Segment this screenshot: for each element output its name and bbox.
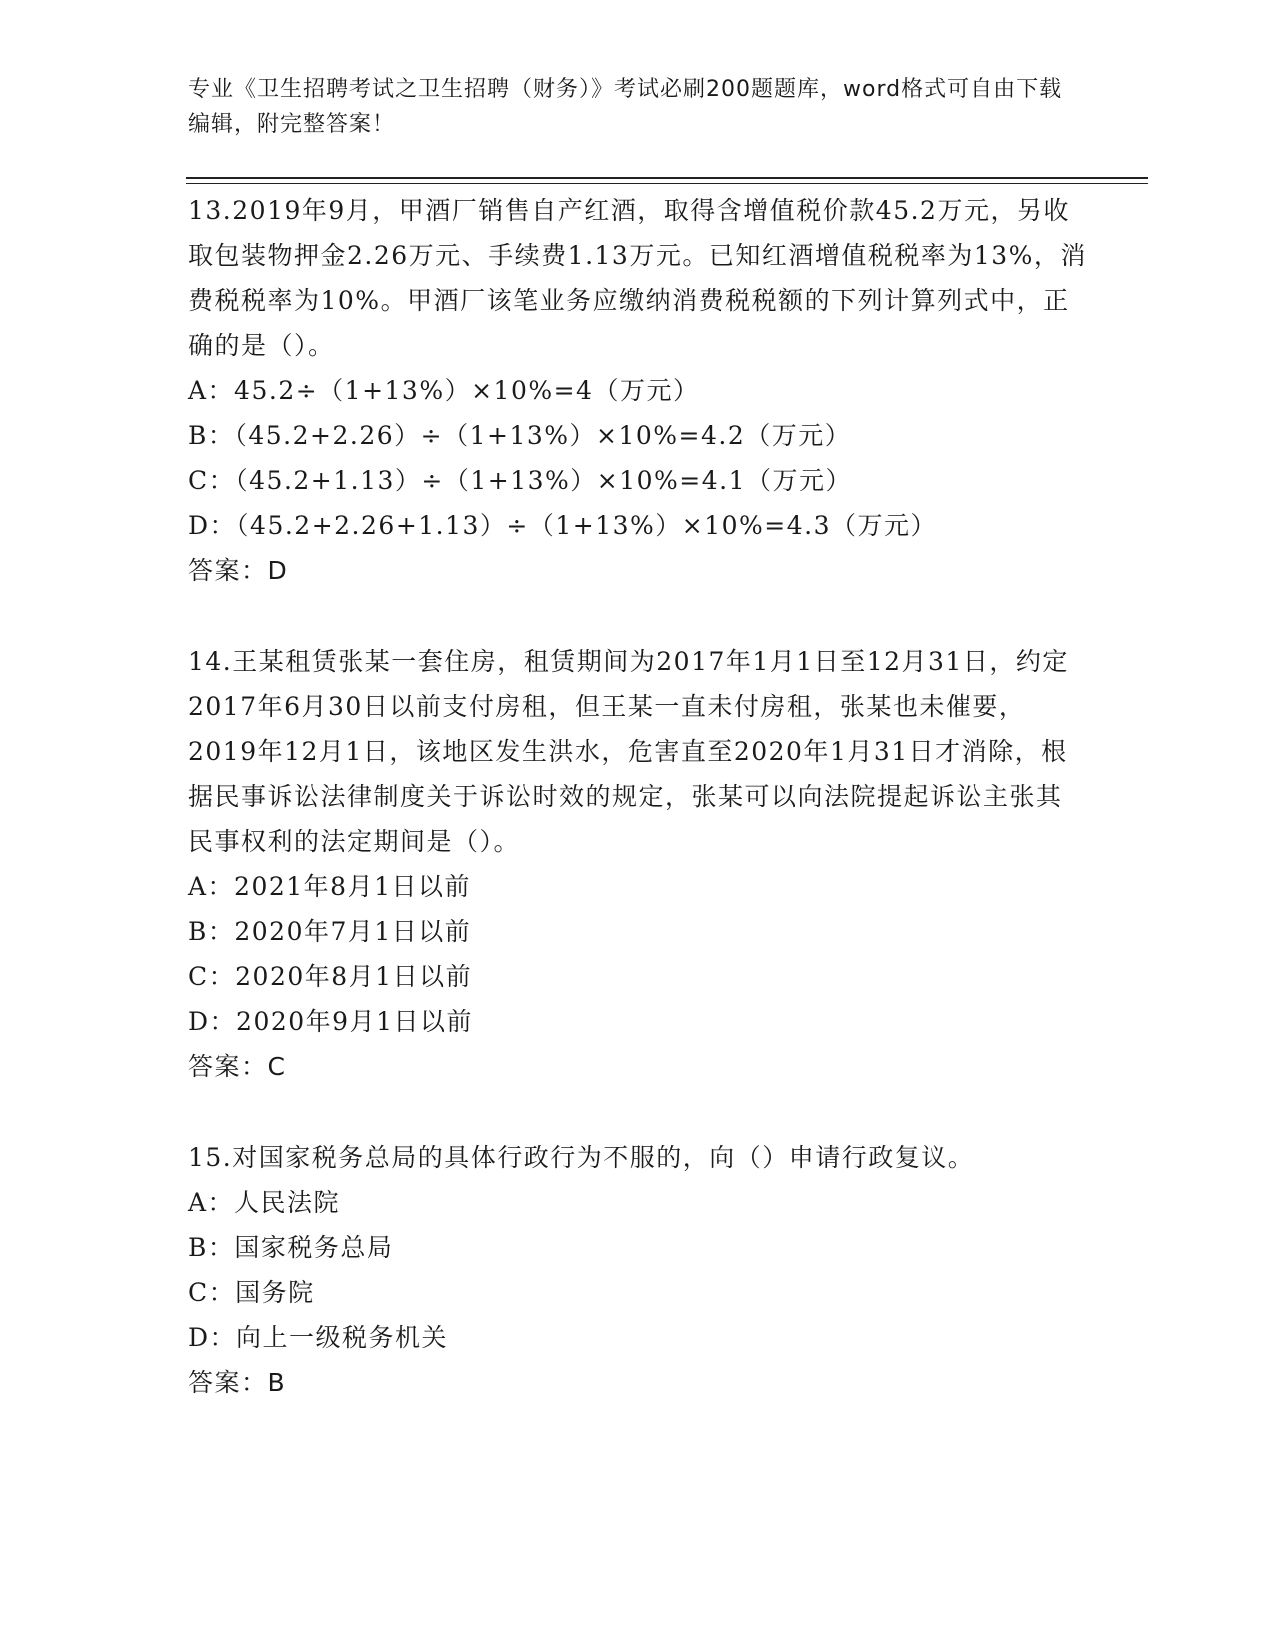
option-c: C：（45.2+1.13）÷（1+13%）×10%=4.1（万元） <box>188 466 852 495</box>
header-divider-thick <box>186 177 1148 179</box>
question-list <box>188 188 1088 1405</box>
option-a: A：45.2÷（1+13%）×10%=4（万元） <box>188 376 700 405</box>
question-stem: 14.王某租赁张某一套住房，租赁期间为2017年1月1日至12月31日，约定2017年6月30日以前支付房租，但王某一直未付房租，张某也未催要，2019年12月1日，该地区发生洪水，危害直至2020年1月31日才消除，根据民事诉讼法律制度关于诉讼时效的规定，张某可以向法院提起诉讼主张其民事权利的法定期间是（）。 <box>188 647 1069 856</box>
option-d: D：2020年9月1日以前 <box>188 1007 473 1036</box>
option-d: D：（45.2+2.26+1.13）÷（1+13%）×10%=4.3（万元） <box>188 511 938 540</box>
document-header: 专业《卫生招聘考试之卫生招聘（财务）》考试必刷200题题库，word格式可自由下载编辑，附完整答案！ <box>188 77 1063 137</box>
option-a: A：2021年8月1日以前 <box>188 872 471 901</box>
option-b: B：国家税务总局 <box>188 1233 394 1262</box>
answer-line: 答案：D <box>188 556 289 585</box>
option-b: B：（45.2+2.26）÷（1+13%）×10%=4.2（万元） <box>188 421 852 450</box>
question-13 <box>188 188 1088 593</box>
question-spacer <box>188 1089 1088 1135</box>
question-14 <box>188 639 1088 1089</box>
option-a: A：人民法院 <box>188 1188 341 1217</box>
question-spacer <box>188 593 1088 639</box>
answer-line: 答案：B <box>188 1368 287 1397</box>
option-b: B：2020年7月1日以前 <box>188 917 472 946</box>
question-stem: 13.2019年9月，甲酒厂销售自产红酒，取得含增值税价款45.2万元，另收取包装物押金2.26万元、手续费1.13万元。已知红酒增值税税率为13%，消费税税率为10%。甲酒厂该笔业务应缴纳消费税税额的下列计算列式中，正确的是（）。 <box>188 196 1087 360</box>
answer-line: 答案：C <box>188 1052 287 1081</box>
question-15 <box>188 1135 1088 1405</box>
option-c: C：2020年8月1日以前 <box>188 962 473 991</box>
option-d: D：向上一级税务机关 <box>188 1323 449 1352</box>
question-stem: 15.对国家税务总局的具体行政行为不服的，向（）申请行政复议。 <box>188 1143 975 1172</box>
header-divider-thin <box>186 183 1148 184</box>
option-c: C：国务院 <box>188 1278 315 1307</box>
